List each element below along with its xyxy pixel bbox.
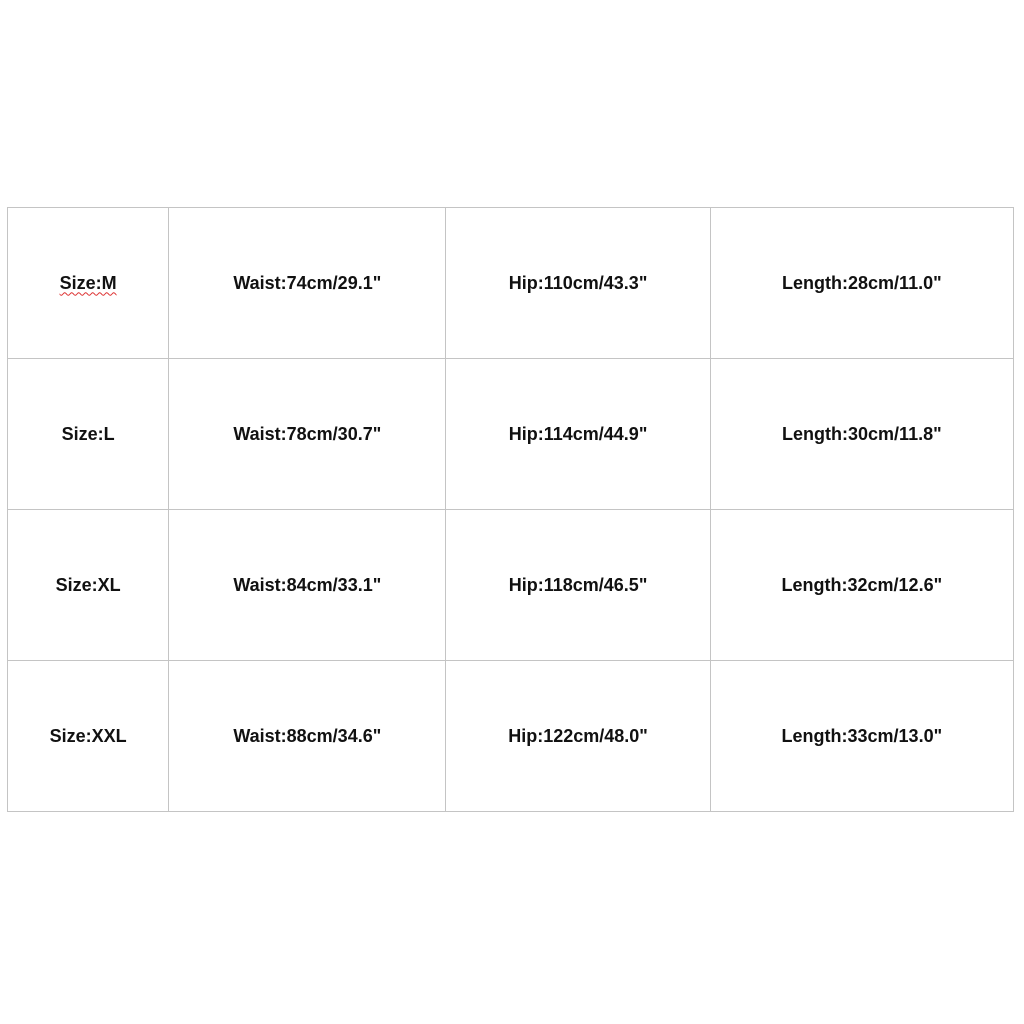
length-cell: Length:32cm/12.6"	[710, 510, 1013, 661]
hip-cell: Hip:114cm/44.9"	[446, 359, 710, 510]
waist-cell: Waist:84cm/33.1"	[169, 510, 446, 661]
table-row	[8, 661, 1014, 812]
size-cell: Size:XL	[8, 510, 169, 661]
waist-cell: Waist:88cm/34.6"	[169, 661, 446, 812]
length-cell: Length:28cm/11.0"	[710, 208, 1013, 359]
size-cell	[8, 208, 169, 359]
hip-cell: Hip:110cm/43.3"	[446, 208, 710, 359]
waist-cell: Waist:74cm/29.1"	[169, 208, 446, 359]
size-label: Size:M	[59, 272, 117, 293]
size-cell: Size:L	[8, 359, 169, 510]
length-cell: Length:33cm/13.0"	[710, 661, 1013, 812]
hip-cell: Hip:122cm/48.0"	[446, 661, 710, 812]
table-row	[8, 510, 1014, 661]
size-chart-table	[7, 207, 1014, 812]
length-cell: Length:30cm/11.8"	[710, 359, 1013, 510]
table-row	[8, 208, 1014, 359]
size-cell: Size:XXL	[8, 661, 169, 812]
table-row	[8, 359, 1014, 510]
waist-cell: Waist:78cm/30.7"	[169, 359, 446, 510]
hip-cell: Hip:118cm/46.5"	[446, 510, 710, 661]
